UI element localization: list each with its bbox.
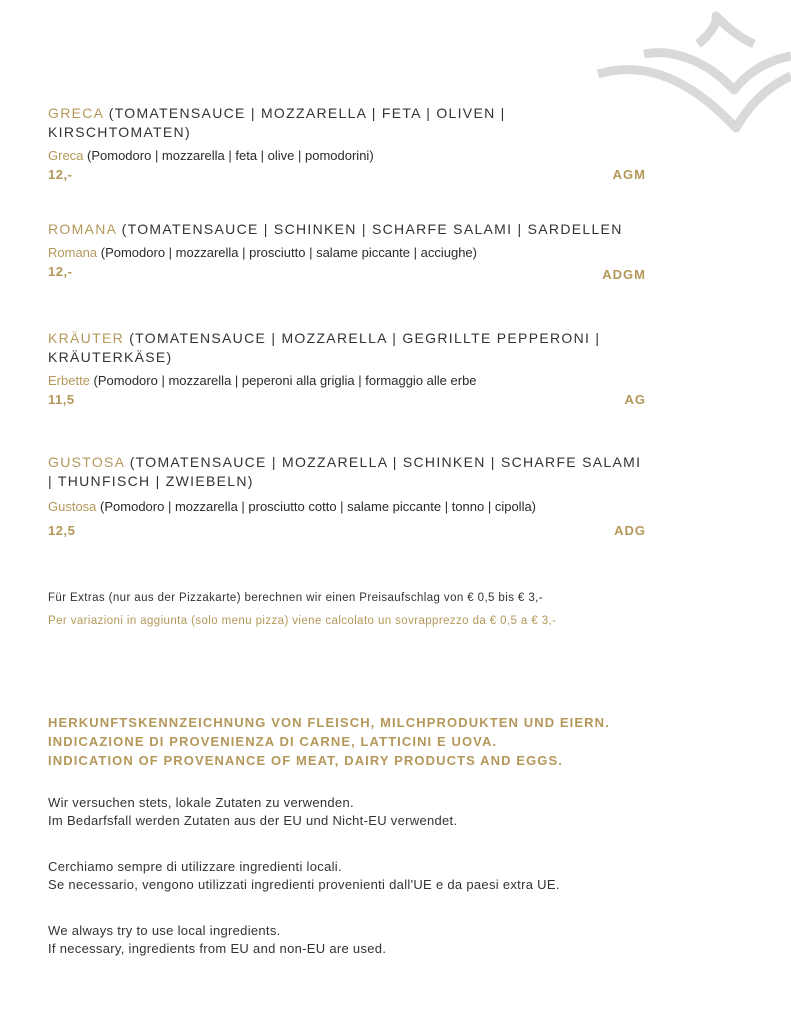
provenance-it-line-1: Cerchiamo sempre di utilizzare ingredienti locali. [48, 859, 342, 874]
item-price: 12,5 [48, 523, 76, 538]
provenance-it-line-2: Se necessario, vengono utilizzati ingredienti provenienti dall'UE e da paesi extra UE. [48, 877, 560, 892]
menu-item-gustosa [48, 453, 646, 541]
provenance-text-it [48, 858, 560, 894]
item-price: 12,- [48, 167, 73, 182]
item-name-de: GUSTOSA [48, 454, 125, 470]
item-ingredients-de: (TOMATENSAUCE | MOZZARELLA | FETA | OLIVEN | KIRSCHTOMATEN) [48, 105, 506, 140]
item-title [48, 453, 646, 491]
item-ingredients-it: (Pomodoro | mozzarella | prosciutto cotto | salame piccante | tonno | cipolla) [96, 499, 537, 514]
item-title [48, 104, 646, 142]
menu-item-romana [48, 220, 646, 282]
item-name-de: ROMANA [48, 221, 117, 237]
item-subtitle [48, 147, 646, 165]
provenance-de-line-1: Wir versuchen stets, lokale Zutaten zu verwenden. [48, 795, 354, 810]
provenance-heading-en: INDICATION OF PROVENANCE OF MEAT, DAIRY PRODUCTS AND EGGS. [48, 753, 563, 768]
item-allergens: ADG [614, 523, 646, 538]
item-price: 12,- [48, 264, 73, 279]
item-ingredients-it: (Pomodoro | mozzarella | peperoni alla griglia | formaggio alle erbe [89, 373, 477, 388]
item-name-it: Greca [48, 148, 84, 163]
item-name-de: KRÄUTER [48, 330, 124, 346]
provenance-heading [48, 713, 610, 770]
item-meta-row [48, 264, 646, 282]
item-subtitle [48, 498, 646, 516]
menu-item-greca [48, 104, 646, 185]
item-meta-row [48, 523, 646, 541]
item-ingredients-de: (TOMATENSAUCE | MOZZARELLA | GEGRILLTE PEPPERONI | KRÄUTERKÄSE) [48, 330, 601, 365]
provenance-en-line-2: If necessary, ingredients from EU and non-EU are used. [48, 941, 387, 956]
item-ingredients-it: (Pomodoro | mozzarella | feta | olive | pomodorini) [83, 148, 374, 163]
menu-item-kraeuter [48, 329, 646, 410]
provenance-text-de [48, 794, 457, 830]
item-subtitle [48, 244, 646, 262]
extras-note-de: Für Extras (nur aus der Pizzakarte) berechnen wir einen Preisaufschlag von € 0,5 bis € 3,- [48, 592, 543, 604]
item-subtitle [48, 372, 646, 390]
item-allergens: AG [624, 392, 646, 407]
item-meta-row [48, 392, 646, 410]
item-ingredients-de: (TOMATENSAUCE | MOZZARELLA | SCHINKEN | SCHARFE SALAMI | THUNFISCH | ZWIEBELN) [48, 454, 642, 489]
item-allergens: AGM [612, 167, 646, 182]
provenance-de-line-2: Im Bedarfsfall werden Zutaten aus der EU und Nicht-EU verwendet. [48, 813, 458, 828]
item-title [48, 220, 646, 239]
provenance-heading-de: HERKUNFTSKENNZEICHNUNG VON FLEISCH, MILCHPRODUKTEN UND EIERN. [48, 715, 610, 730]
item-price: 11,5 [48, 392, 75, 407]
item-ingredients-it: (Pomodoro | mozzarella | prosciutto | salame piccante | acciughe) [97, 245, 477, 260]
item-name-de: GRECA [48, 105, 104, 121]
item-meta-row [48, 167, 646, 185]
item-name-it: Gustosa [48, 499, 97, 514]
item-title [48, 329, 646, 367]
item-name-it: Romana [48, 245, 98, 260]
provenance-text-en [48, 922, 386, 958]
provenance-en-line-1: We always try to use local ingredients. [48, 923, 281, 938]
provenance-heading-it: INDICAZIONE DI PROVENIENZA DI CARNE, LATTICINI E UOVA. [48, 734, 498, 749]
item-ingredients-de: (TOMATENSAUCE | SCHINKEN | SCHARFE SALAMI | SARDELLEN [116, 221, 623, 237]
item-name-it: Erbette [48, 373, 90, 388]
extras-note-it: Per variazioni in aggiunta (solo menu pizza) viene calcolato un sovrapprezzo da € 0,5 a € 3,- [48, 615, 557, 627]
item-allergens: ADGM [602, 267, 646, 282]
